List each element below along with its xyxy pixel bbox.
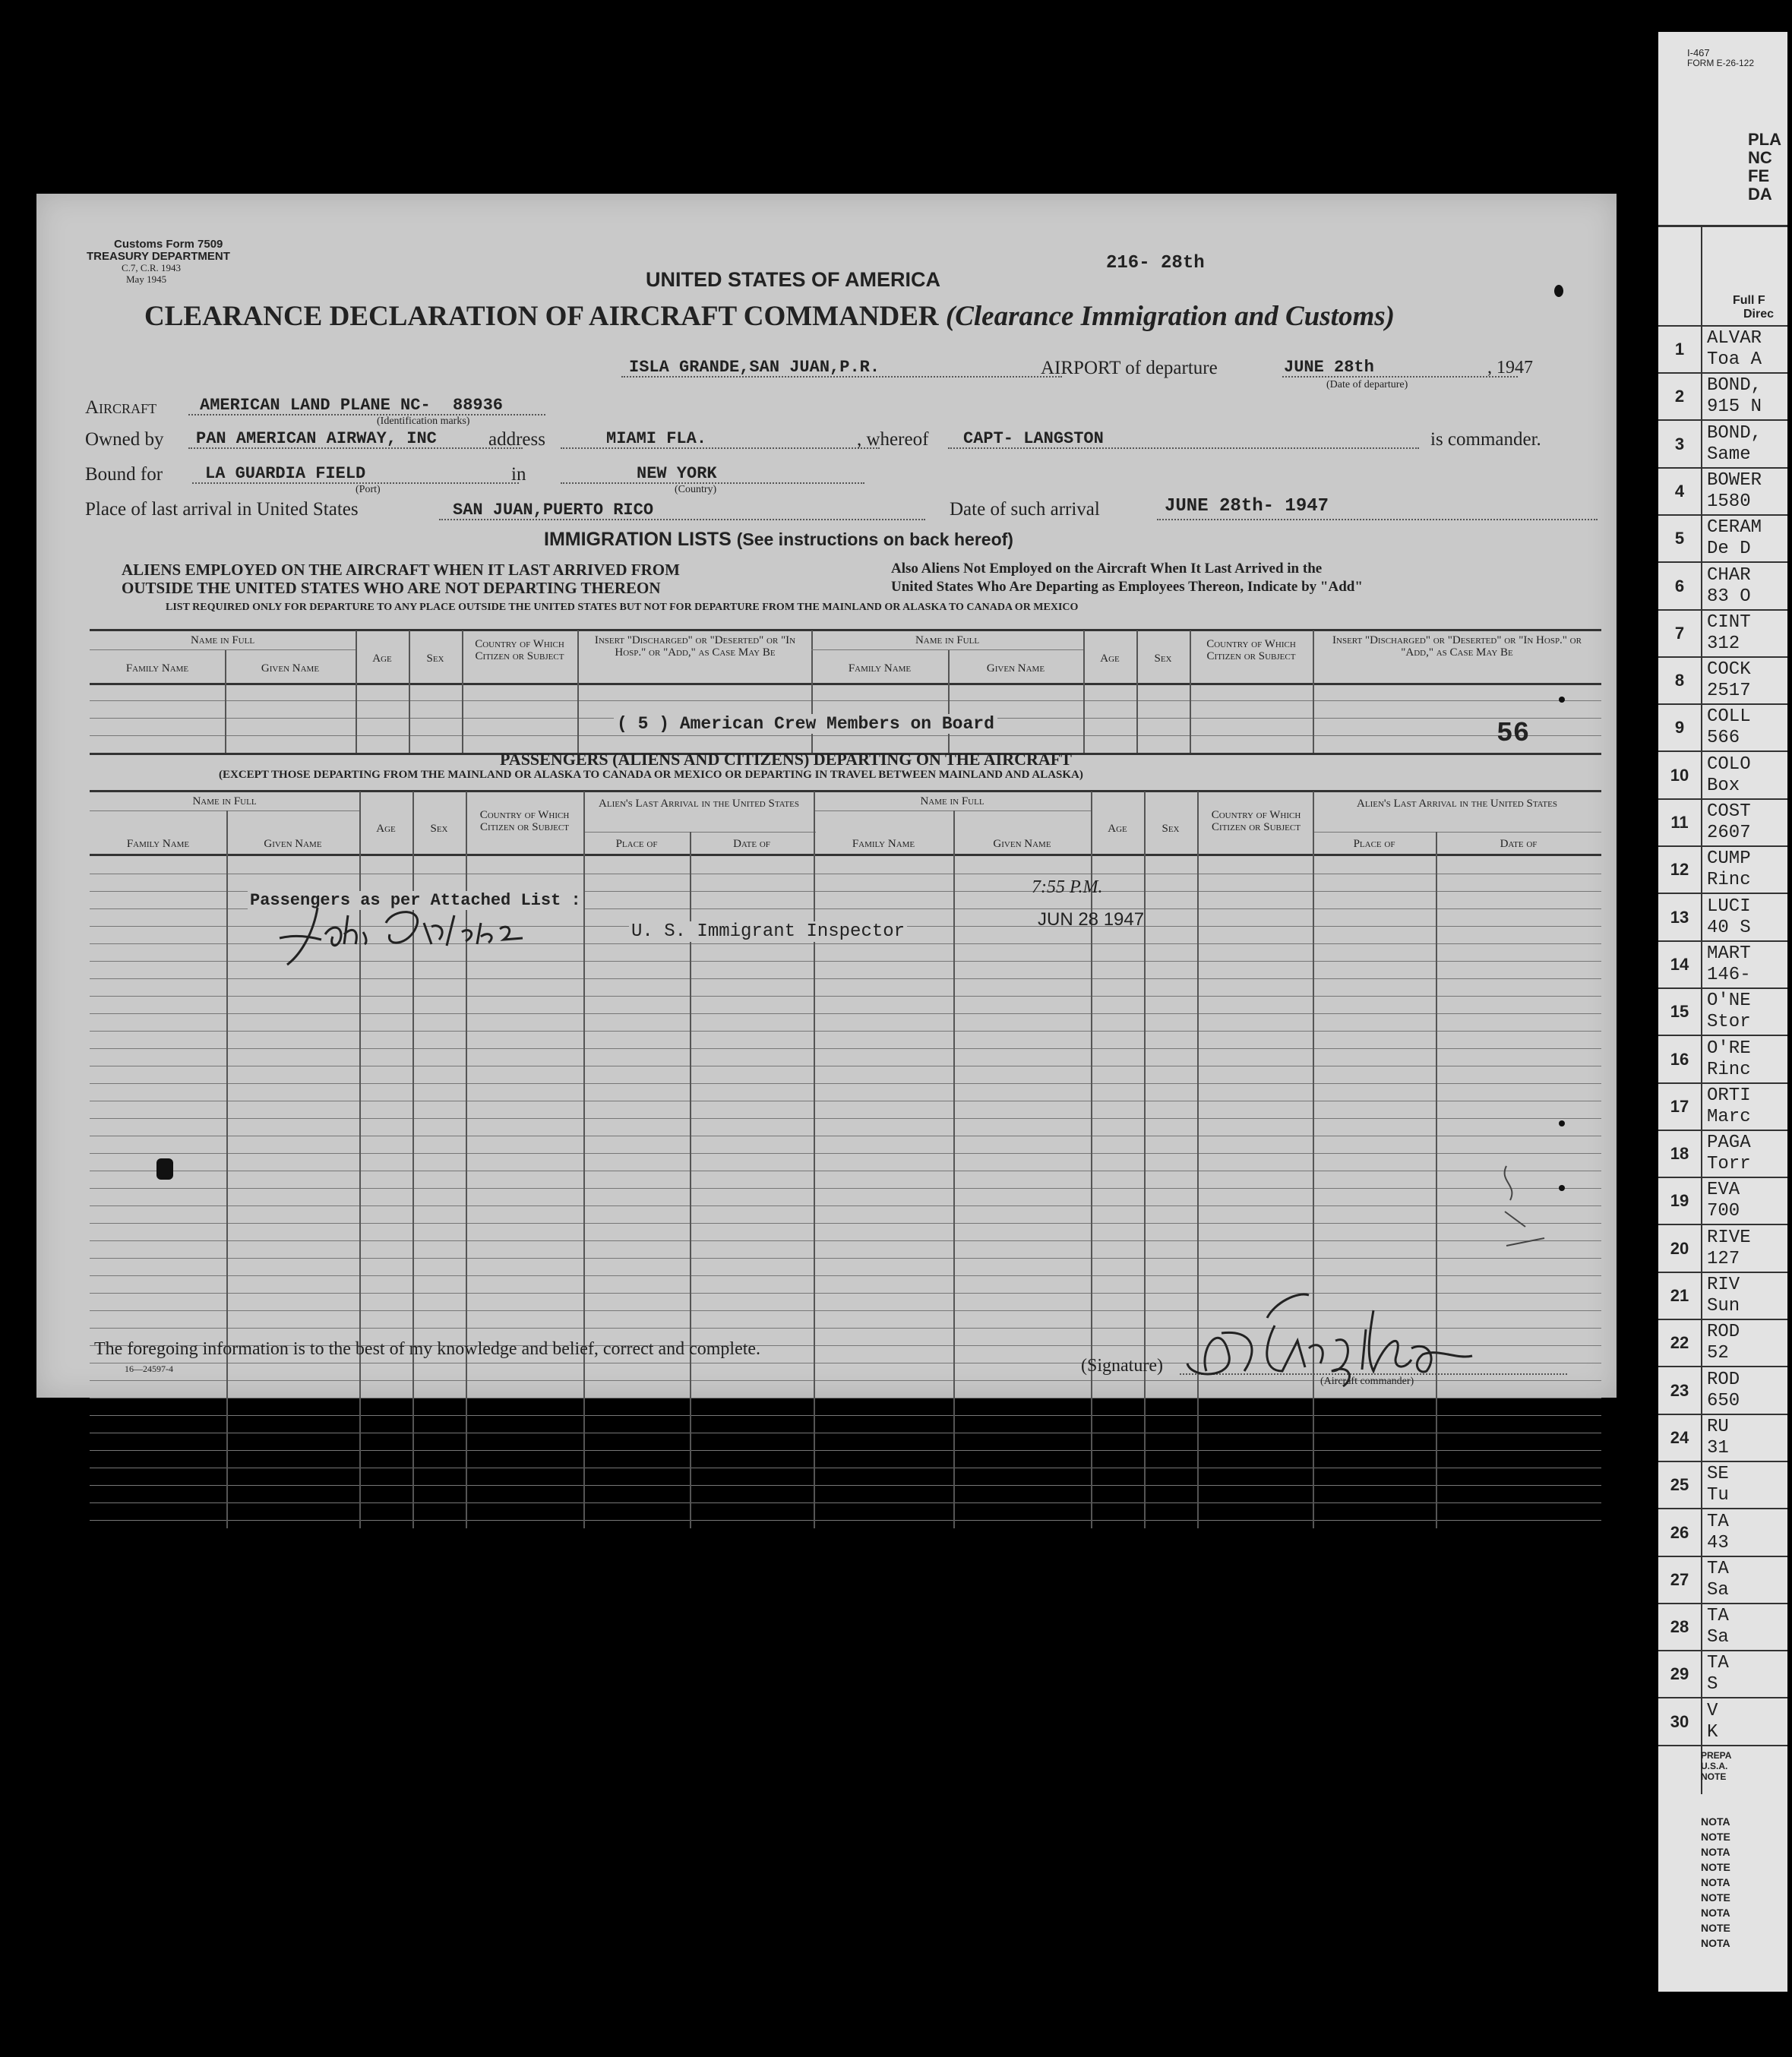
destination-country: NEW YORK xyxy=(637,464,717,483)
right-note-2: United States Who Are Departing as Employees Thereon, Indicate by "Add" xyxy=(891,579,1363,595)
manifest-row-number: 24 xyxy=(1658,1415,1702,1461)
pcol-place: Place of xyxy=(615,838,658,850)
ruled-line xyxy=(90,1031,1601,1032)
strip-form-code-2: FORM E-26-122 xyxy=(1687,58,1755,68)
pcol-country-right: Country of Which Citizen or Subject xyxy=(1211,809,1301,833)
manifest-address: 650 xyxy=(1707,1390,1740,1411)
ruled-line xyxy=(90,1502,1601,1503)
manifest-row-number: 3 xyxy=(1658,422,1702,467)
manifest-row-number: 17 xyxy=(1658,1084,1702,1130)
strip-header-line: NC xyxy=(1748,148,1772,167)
manifest-name: PAGA xyxy=(1707,1133,1751,1154)
manifest-address: Sa xyxy=(1707,1579,1729,1600)
manifest-row-text xyxy=(1707,612,1751,655)
strip-nota-line: NOTA xyxy=(1701,1815,1730,1828)
col-name-in-full-right: Name in Full xyxy=(915,634,980,646)
manifest-address: Marc xyxy=(1707,1106,1751,1127)
manifest-row-number: 9 xyxy=(1658,705,1702,750)
manifest-row-number: 11 xyxy=(1658,800,1702,845)
manifest-row-number: 27 xyxy=(1658,1557,1702,1603)
manifest-row-number: 16 xyxy=(1658,1037,1702,1082)
col-sex: Sex xyxy=(426,652,444,665)
manifest-row xyxy=(1658,1037,1787,1084)
manifest-name: COCK xyxy=(1707,659,1751,681)
country-heading: UNITED STATES OF AMERICA xyxy=(646,268,940,291)
form-title xyxy=(144,300,1395,333)
manifest-address: S xyxy=(1707,1674,1718,1695)
manifest-row-text xyxy=(1707,1370,1740,1412)
manifest-name: O'NE xyxy=(1707,991,1751,1012)
col-name-in-full: Name in Full xyxy=(190,634,255,646)
manifest-row-number: 21 xyxy=(1658,1273,1702,1319)
ruled-line xyxy=(90,1275,1601,1276)
manifest-name: MART xyxy=(1707,943,1751,964)
manifest-name: SE xyxy=(1707,1464,1729,1485)
address: MIAMI FLA. xyxy=(606,429,707,448)
form-date: May 1945 xyxy=(126,273,167,285)
manifest-name: TA xyxy=(1707,1653,1729,1674)
ruled-line xyxy=(90,1083,1601,1084)
manifest-address: Sa xyxy=(1707,1627,1729,1648)
departure-date: JUNE 28th xyxy=(1284,358,1374,377)
ruled-line xyxy=(90,1048,1601,1049)
manifest-row xyxy=(1658,1178,1787,1225)
manifest-row-text xyxy=(1707,754,1751,797)
in-label: in xyxy=(511,464,526,485)
manifest-row xyxy=(1658,800,1787,847)
manifest-name: EVA xyxy=(1707,1180,1740,1201)
arrival-date: JUNE 28th- 1947 xyxy=(1165,496,1329,517)
manifest-row-text xyxy=(1707,1701,1718,1743)
manifest-address: 146- xyxy=(1707,964,1751,985)
passengers-entry: Passengers as per Attached List : xyxy=(248,891,583,910)
manifest-row-number: 8 xyxy=(1658,658,1702,703)
manifest-row xyxy=(1658,1084,1787,1131)
inspector-signature xyxy=(272,893,637,976)
manifest-address: 2517 xyxy=(1707,681,1751,702)
ruled-line xyxy=(90,1188,1601,1189)
aircraft-marks: 88936 xyxy=(453,396,504,415)
strip-nota-line: NOTA xyxy=(1701,1846,1730,1858)
hole-dot xyxy=(1554,285,1563,297)
manifest-address: 1580 xyxy=(1707,491,1751,512)
address-label: address xyxy=(488,429,545,450)
hole-dot xyxy=(1559,1120,1565,1126)
manifest-row-number: 25 xyxy=(1658,1462,1702,1508)
strip-footer-line: NOTE xyxy=(1701,1771,1727,1782)
strip-header-line: PLA xyxy=(1748,130,1781,149)
left-note-2: OUTSIDE THE UNITED STATES WHO ARE NOT DEPARTING THEREON xyxy=(122,579,661,597)
pcol-age: Age xyxy=(376,823,396,835)
manifest-address: 700 xyxy=(1707,1201,1740,1222)
manifest-row-number: 23 xyxy=(1658,1368,1702,1414)
manifest-name: CHAR xyxy=(1707,564,1751,586)
manifest-address: 52 xyxy=(1707,1343,1729,1364)
form-dept: TREASURY DEPARTMENT xyxy=(87,250,230,263)
manifest-address: 127 xyxy=(1707,1248,1740,1269)
manifest-name: TA xyxy=(1707,1606,1729,1627)
manifest-row-text xyxy=(1707,1464,1729,1506)
airport-label: AIRPORT of departure xyxy=(1041,358,1218,378)
ruled-line xyxy=(90,1223,1601,1224)
manifest-row-text xyxy=(1707,848,1751,891)
manifest-row-text xyxy=(1707,896,1751,939)
ruled-line xyxy=(90,1415,1601,1416)
pcol-given-name-right: Given Name xyxy=(993,838,1051,850)
ruled-line xyxy=(90,978,1601,979)
manifest-address: 31 xyxy=(1707,1437,1729,1458)
pcol-family-name-right: Family Name xyxy=(852,838,915,850)
manifest-row-text xyxy=(1707,1559,1729,1601)
manifest-row-text xyxy=(1707,801,1751,844)
manifest-address: 43 xyxy=(1707,1532,1729,1553)
manifest-row xyxy=(1658,1226,1787,1273)
col-given-name-right: Given Name xyxy=(986,662,1045,675)
strip-col-label xyxy=(1733,294,1774,321)
form-id: Customs Form 7509 xyxy=(114,238,223,251)
manifest-name: TA xyxy=(1707,1511,1729,1532)
strip-nota-line: NOTA xyxy=(1701,1907,1730,1919)
manifest-name: ROD xyxy=(1707,1322,1740,1343)
manifest-name: RIV xyxy=(1707,1275,1740,1295)
manifest-row-text xyxy=(1707,470,1762,513)
manifest-row-text xyxy=(1707,1275,1740,1317)
strip-nota-line: NOTE xyxy=(1701,1891,1730,1904)
strip-nota-line: NOTE xyxy=(1701,1831,1730,1843)
pcol-last-arrival: Alien's Last Arrival in the United States xyxy=(599,798,799,810)
col-age-right: Age xyxy=(1100,652,1120,665)
manifest-name: ROD xyxy=(1707,1369,1740,1390)
manifest-name: V xyxy=(1707,1700,1718,1721)
last-arrival: SAN JUAN,PUERTO RICO xyxy=(453,501,654,520)
manifest-name: ALVAR xyxy=(1707,328,1762,349)
manifest-row xyxy=(1658,1557,1787,1604)
manifest-address: 915 N xyxy=(1707,397,1762,418)
strip-footer xyxy=(1701,1750,1731,1782)
manifest-row-text xyxy=(1707,706,1751,749)
manifest-row xyxy=(1658,753,1787,800)
manifest-row xyxy=(1658,895,1787,942)
manifest-row-number: 14 xyxy=(1658,942,1702,987)
pcol-age-right: Age xyxy=(1108,823,1127,835)
manifest-name: COLL xyxy=(1707,706,1751,728)
manifest-row-text xyxy=(1707,1606,1729,1648)
col-country: Country of Which Citizen or Subject xyxy=(475,638,564,662)
manifest-row xyxy=(1658,611,1787,658)
pcol-given-name: Given Name xyxy=(264,838,322,850)
manifest-row-text xyxy=(1707,943,1751,986)
owned-by-label: Owned by xyxy=(85,429,164,450)
pencil-mark xyxy=(1484,1158,1560,1265)
manifest-address: Tu xyxy=(1707,1485,1729,1506)
manifest-name: LUCI xyxy=(1707,896,1751,917)
strip-header xyxy=(1748,131,1781,204)
ruled-line xyxy=(90,996,1601,997)
manifest-row-text xyxy=(1707,517,1762,560)
manifest-name: COLO xyxy=(1707,754,1751,775)
strip-col-label-1: Full F xyxy=(1733,294,1765,307)
pcol-country: Country of Which Citizen or Subject xyxy=(479,809,570,833)
manifest-row-number: 7 xyxy=(1658,611,1702,656)
manifest-address: Sun xyxy=(1707,1296,1740,1316)
pcol-date-right: Date of xyxy=(1500,838,1538,850)
col-family-name: Family Name xyxy=(125,662,189,675)
manifest-row-number: 12 xyxy=(1658,847,1702,893)
form-title-main: CLEARANCE DECLARATION OF AIRCRAFT COMMANDER xyxy=(144,301,939,332)
manifest-row xyxy=(1658,1273,1787,1320)
manifest-address: Stor xyxy=(1707,1012,1751,1033)
crew-entry: ( 5 ) American Crew Members on Board xyxy=(614,714,997,734)
manifest-name: TA xyxy=(1707,1558,1729,1579)
airport-value: ISLA GRANDE,SAN JUAN,P.R. xyxy=(629,358,880,377)
strip-col-label-2: Direc xyxy=(1743,308,1775,321)
manifest-name: ORTI xyxy=(1707,1085,1751,1106)
manifest-row xyxy=(1658,705,1787,752)
manifest-name: RU xyxy=(1707,1416,1729,1437)
manifest-row-text xyxy=(1707,1653,1729,1695)
manifest-row-number: 29 xyxy=(1658,1651,1702,1697)
ruled-line xyxy=(90,1205,1601,1206)
manifest-row-text xyxy=(1707,1180,1740,1222)
ink-blot xyxy=(156,1158,173,1180)
manifest-address: Rinc xyxy=(1707,1059,1751,1080)
manifest-name: BOND, xyxy=(1707,422,1762,444)
list-required-note: LIST REQUIRED ONLY FOR DEPARTURE TO ANY PLACE OUTSIDE THE UNITED STATES BUT NOT FOR DEPARTURE FROM THE MAINLAND OR ALASKA TO CANADA OR MEXICO xyxy=(166,602,1079,613)
manifest-row xyxy=(1658,1415,1787,1462)
manifest-row-text xyxy=(1707,423,1762,466)
aircraft-commander-label: (Aircraft commander) xyxy=(1320,1376,1414,1387)
pcol-family-name: Family Name xyxy=(126,838,190,850)
manifest-row-number: 22 xyxy=(1658,1320,1702,1366)
col-sex-right: Sex xyxy=(1154,652,1172,665)
manifest-row-number: 13 xyxy=(1658,895,1702,940)
signature-label: (Signature) xyxy=(1081,1356,1163,1376)
manifest-name: CINT xyxy=(1707,611,1751,633)
immigration-heading-text: IMMIGRATION LISTS xyxy=(544,529,732,550)
manifest-row xyxy=(1658,1368,1787,1415)
ruled-line xyxy=(90,1118,1601,1119)
manifest-row xyxy=(1658,564,1787,611)
manifest-address: 566 xyxy=(1707,728,1740,749)
manifest-row xyxy=(1658,989,1787,1036)
pcol-name-in-full: Name in Full xyxy=(192,795,257,807)
manifest-row xyxy=(1658,658,1787,705)
manifest-row-number: 15 xyxy=(1658,989,1702,1035)
strip-footer-line: PREPA xyxy=(1701,1750,1732,1761)
manifest-row-number: 6 xyxy=(1658,564,1702,609)
strip-nota-line: NOTA xyxy=(1701,1876,1730,1888)
manifest-row xyxy=(1658,1651,1787,1698)
strip-header-line: DA xyxy=(1748,185,1772,204)
aircraft-value: AMERICAN LAND PLANE NC- xyxy=(200,396,431,415)
inspector-label: U. S. Immigrant Inspector xyxy=(629,921,907,942)
manifest-row-text xyxy=(1707,1322,1740,1364)
left-note-1: ALIENS EMPLOYED ON THE AIRCRAFT WHEN IT LAST ARRIVED FROM xyxy=(122,561,680,579)
manifest-address: Same xyxy=(1707,444,1751,465)
manifest-row-text xyxy=(1707,991,1751,1033)
manifest-row-text xyxy=(1707,375,1762,418)
manifest-row-number: 19 xyxy=(1658,1178,1702,1224)
strip-nota-line: NOTA xyxy=(1701,1937,1730,1949)
manifest-row xyxy=(1658,1462,1787,1509)
immigration-heading xyxy=(544,529,1013,551)
manifest-row-text xyxy=(1707,1228,1751,1270)
manifest-row-text xyxy=(1707,659,1751,702)
manifest-row xyxy=(1658,1604,1787,1651)
manifest-row xyxy=(1658,1699,1787,1746)
manifest-row-text xyxy=(1707,1038,1751,1081)
col-family-name-right: Family Name xyxy=(848,662,912,675)
manifest-address: De D xyxy=(1707,539,1751,560)
manifest-row-number: 30 xyxy=(1658,1699,1702,1745)
print-code: 16—24597-4 xyxy=(125,1363,173,1374)
is-commander-label: is commander. xyxy=(1430,429,1541,450)
footer-statement: The foregoing information is to the best of my knowledge and belief, correct and complete. xyxy=(94,1339,761,1359)
passenger-manifest-strip xyxy=(1658,32,1787,1992)
ruled-line xyxy=(90,1013,1601,1014)
commander: CAPT- LANGSTON xyxy=(963,429,1104,448)
hole-dot xyxy=(1559,1185,1565,1191)
col-age: Age xyxy=(372,652,392,665)
clearance-declaration-form xyxy=(36,194,1617,1398)
stamp-date: JUN 28 1947 xyxy=(1038,909,1145,930)
ruled-line xyxy=(90,1450,1601,1451)
pcol-sex: Sex xyxy=(430,823,448,835)
strip-nota-line: NOTE xyxy=(1701,1922,1730,1934)
manifest-address: Torr xyxy=(1707,1154,1751,1175)
col-insert-right: Insert "Discharged" or "Deserted" or "In Hosp." or "Add," as Case May Be xyxy=(1332,634,1582,659)
manifest-name: O'RE xyxy=(1707,1038,1751,1059)
pcol-place-right: Place of xyxy=(1353,838,1395,850)
manifest-row-number: 10 xyxy=(1658,753,1702,798)
manifest-address: Box xyxy=(1707,775,1740,796)
col-given-name: Given Name xyxy=(261,662,320,675)
ruled-line xyxy=(90,1240,1601,1241)
manifest-name: RIVE xyxy=(1707,1227,1751,1248)
manifest-row xyxy=(1658,1131,1787,1178)
manifest-name: CUMP xyxy=(1707,848,1751,870)
manifest-row xyxy=(1658,1320,1787,1367)
manifest-row xyxy=(1658,422,1787,469)
identification-label: (Identification marks) xyxy=(377,416,470,427)
manifest-address: 83 O xyxy=(1707,586,1751,607)
bound-for: LA GUARDIA FIELD xyxy=(205,464,366,483)
ruled-line xyxy=(90,1258,1601,1259)
pcol-name-in-full-right: Name in Full xyxy=(920,795,984,807)
form-title-paren: (Clearance Immigration and Customs) xyxy=(945,301,1395,332)
manifest-row-number: 28 xyxy=(1658,1604,1702,1650)
manifest-row-number: 4 xyxy=(1658,469,1702,514)
last-arrival-label: Place of last arrival in United States xyxy=(85,499,359,520)
strip-form-code-1: I-467 xyxy=(1687,47,1710,58)
ref-number: 216- 28th xyxy=(1106,253,1205,273)
manifest-address: 2607 xyxy=(1707,823,1751,843)
manifest-row xyxy=(1658,327,1787,374)
passengers-subheading: (EXCEPT THOSE DEPARTING FROM THE MAINLAND OR ALASKA TO CANADA OR MEXICO OR DEPARTING IN TRAVEL BETWEEN MAINLAND AND ALASKA) xyxy=(219,769,1083,781)
whereof-label: , whereof xyxy=(857,429,929,450)
manifest-row-text xyxy=(1707,1085,1751,1128)
manifest-row xyxy=(1658,1510,1787,1557)
strip-nota-line: NOTE xyxy=(1701,1861,1730,1873)
form-reg: C.7, C.R. 1943 xyxy=(122,262,182,273)
col-insert: Insert "Discharged" or "Deserted" or "In Hosp." or "Add," as Case May Be xyxy=(594,634,796,659)
count: 56 xyxy=(1496,718,1530,749)
immigration-heading-note: (See instructions on back hereof) xyxy=(736,529,1013,549)
manifest-row-number: 2 xyxy=(1658,374,1702,419)
manifest-row xyxy=(1658,469,1787,516)
port-label: (Port) xyxy=(356,484,381,495)
manifest-row xyxy=(1658,374,1787,421)
manifest-address: K xyxy=(1707,1721,1718,1743)
pcol-date: Date of xyxy=(733,838,770,850)
manifest-name: BOND, xyxy=(1707,375,1762,397)
year: , 1947 xyxy=(1487,358,1533,378)
manifest-name: COST xyxy=(1707,801,1751,822)
ruled-line xyxy=(90,1485,1601,1486)
manifest-row-text xyxy=(1707,328,1762,371)
manifest-row-number: 18 xyxy=(1658,1131,1702,1177)
manifest-address: Toa A xyxy=(1707,349,1762,370)
date-of-departure-label: (Date of departure) xyxy=(1326,379,1408,390)
commander-signature xyxy=(1176,1288,1571,1394)
right-note-1: Also Aliens Not Employed on the Aircraft When It Last Arrived in the xyxy=(891,561,1323,577)
ruled-line xyxy=(90,1520,1601,1521)
manifest-row-number: 1 xyxy=(1658,327,1702,372)
strip-header-line: FE xyxy=(1748,166,1770,185)
manifest-row-number: 20 xyxy=(1658,1226,1702,1272)
manifest-row-number: 26 xyxy=(1658,1510,1702,1556)
manifest-row-text xyxy=(1707,1133,1751,1175)
manifest-row-text xyxy=(1707,1512,1729,1554)
manifest-row-text xyxy=(1707,1417,1729,1459)
owner: PAN AMERICAN AIRWAY, INC xyxy=(196,429,437,448)
stamp-time: 7:55 P.M. xyxy=(1032,877,1103,897)
hole-dot xyxy=(1559,697,1565,703)
manifest-row xyxy=(1658,942,1787,989)
manifest-row xyxy=(1658,516,1787,563)
manifest-row-number: 5 xyxy=(1658,516,1702,561)
pcol-sex-right: Sex xyxy=(1161,823,1180,835)
manifest-address: Rinc xyxy=(1707,870,1751,891)
pcol-last-arrival-right: Alien's Last Arrival in the United States xyxy=(1357,798,1557,810)
manifest-name: CERAM xyxy=(1707,517,1762,539)
bound-for-label: Bound for xyxy=(85,464,163,485)
arrival-date-label: Date of such arrival xyxy=(950,499,1100,520)
strip-footer-line: U.S.A. xyxy=(1701,1761,1728,1771)
manifest-row-text xyxy=(1707,565,1751,608)
manifest-address: 40 S xyxy=(1707,917,1751,938)
aircraft-label: Aircraft xyxy=(85,397,157,418)
ruled-line xyxy=(90,1153,1601,1154)
country-label: (Country) xyxy=(675,484,717,495)
manifest-address: 312 xyxy=(1707,633,1740,654)
manifest-name: BOWER xyxy=(1707,469,1762,491)
col-country-right: Country of Which Citizen or Subject xyxy=(1206,638,1296,662)
passengers-heading: PASSENGERS (ALIENS AND CITIZENS) DEPARTING ON THE AIRCRAFT xyxy=(500,750,1072,769)
manifest-row xyxy=(1658,847,1787,894)
